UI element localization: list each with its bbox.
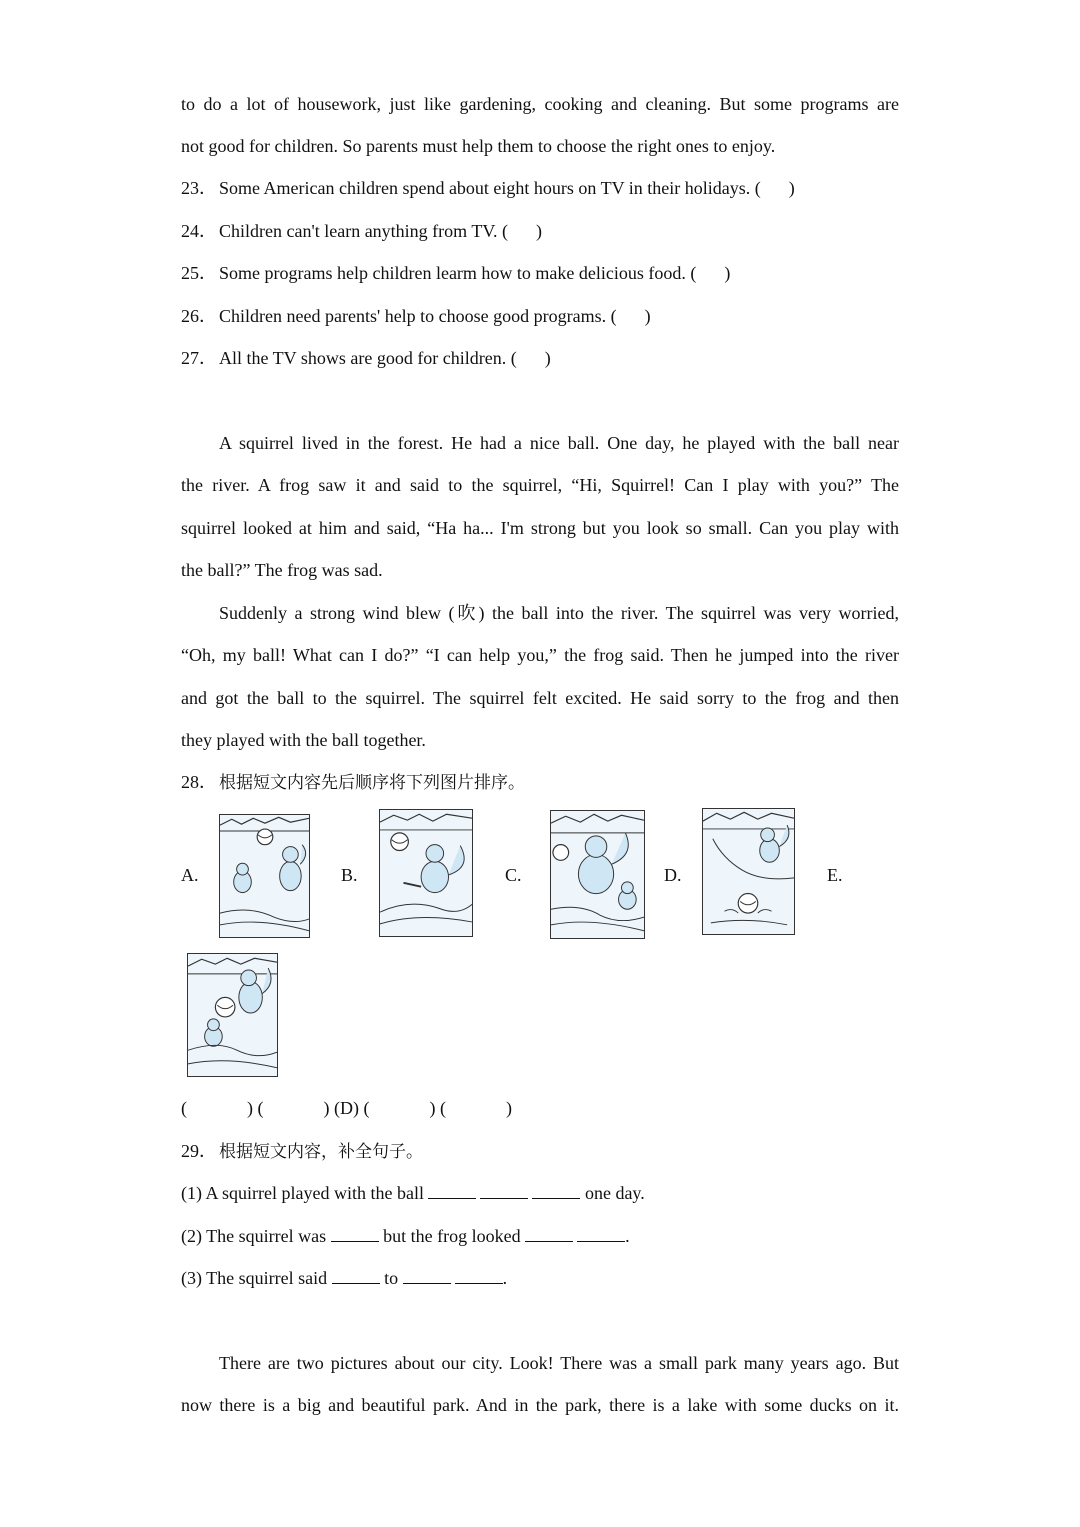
picture-c <box>550 810 645 939</box>
blank-1a[interactable] <box>428 1181 476 1199</box>
option-d-label: D. <box>664 865 682 885</box>
passage2-line7: and got the ball to the squirrel. The squirrel felt excited. He said sorry to the frog and then <box>181 688 899 708</box>
option-a-label: A. <box>181 865 199 885</box>
blank-1b[interactable] <box>480 1181 528 1199</box>
picture-a <box>219 814 310 938</box>
option-c-label: C. <box>505 865 522 885</box>
option-e-label: E. <box>827 865 843 885</box>
picture-d <box>702 808 795 935</box>
blank-3b[interactable] <box>403 1266 451 1284</box>
passage3-line1: There are two pictures about our city. Look! There was a small park many years ago. But <box>219 1353 899 1373</box>
question-29-prompt: 29． 根据短文内容，补全句子。 <box>181 1141 423 1162</box>
question-28-prompt: 28． 根据短文内容先后顺序将下列图片排序。 <box>181 772 525 793</box>
blank-1c[interactable] <box>532 1181 580 1199</box>
passage2-line2: the river. A frog saw it and said to the squirrel, “Hi, Squirrel! Can I play with you?” The <box>181 475 899 495</box>
question-29-sentence-1: (1) A squirrel played with the ball one day. <box>181 1183 645 1203</box>
passage3-line2: now there is a big and beautiful park. And in the park, there is a lake with some ducks on it. <box>181 1395 899 1415</box>
question-25: 25． Some programs help children learm how to make delicious food. ( ) <box>181 263 731 283</box>
passage2-line1: A squirrel lived in the forest. He had a nice ball. One day, he played with the ball near <box>219 433 899 453</box>
passage1-line2: not good for children. So parents must help them to choose the right ones to enjoy. <box>181 136 776 156</box>
picture-e <box>187 953 278 1077</box>
picture-d-illustration <box>703 809 794 934</box>
picture-b-illustration <box>380 810 472 936</box>
blank-3c[interactable] <box>455 1266 503 1284</box>
question-28-answer-row: ( ) ( ) (D) ( ) ( ) <box>181 1098 512 1118</box>
passage2-line3: squirrel looked at him and said, “Ha ha... I'm strong but you look so small. Can you play with <box>181 518 899 538</box>
picture-e-illustration <box>188 954 277 1076</box>
question-29-sentence-3: (3) The squirrel said to . <box>181 1268 508 1288</box>
passage1-line1: to do a lot of housework, just like gardening, cooking and cleaning. But some programs are <box>181 94 899 114</box>
question-29-sentence-2: (2) The squirrel was but the frog looked . <box>181 1226 630 1246</box>
passage2-line5: Suddenly a strong wind blew (吹) the ball into the river. The squirrel was very worried, <box>219 603 899 623</box>
option-b-label: B. <box>341 865 358 885</box>
question-27: 27． All the TV shows are good for children. ( ) <box>181 348 551 368</box>
passage2-line6: “Oh, my ball! What can I do?” “I can help you,” the frog said. Then he jumped into the river <box>181 645 899 665</box>
blank-2a[interactable] <box>331 1224 379 1242</box>
blank-2b[interactable] <box>525 1224 573 1242</box>
question-23: 23． Some American children spend about eight hours on TV in their holidays. ( ) <box>181 178 795 198</box>
question-24: 24． Children can't learn anything from TV. ( ) <box>181 221 543 241</box>
passage2-line4: the ball?” The frog was sad. <box>181 560 383 580</box>
picture-a-illustration <box>220 815 309 937</box>
question-26: 26． Children need parents' help to choose good programs. ( ) <box>181 306 651 326</box>
picture-c-illustration <box>551 811 644 938</box>
blank-2c[interactable] <box>577 1224 625 1242</box>
picture-b <box>379 809 473 937</box>
passage2-line8: they played with the ball together. <box>181 730 426 750</box>
blank-3a[interactable] <box>332 1266 380 1284</box>
